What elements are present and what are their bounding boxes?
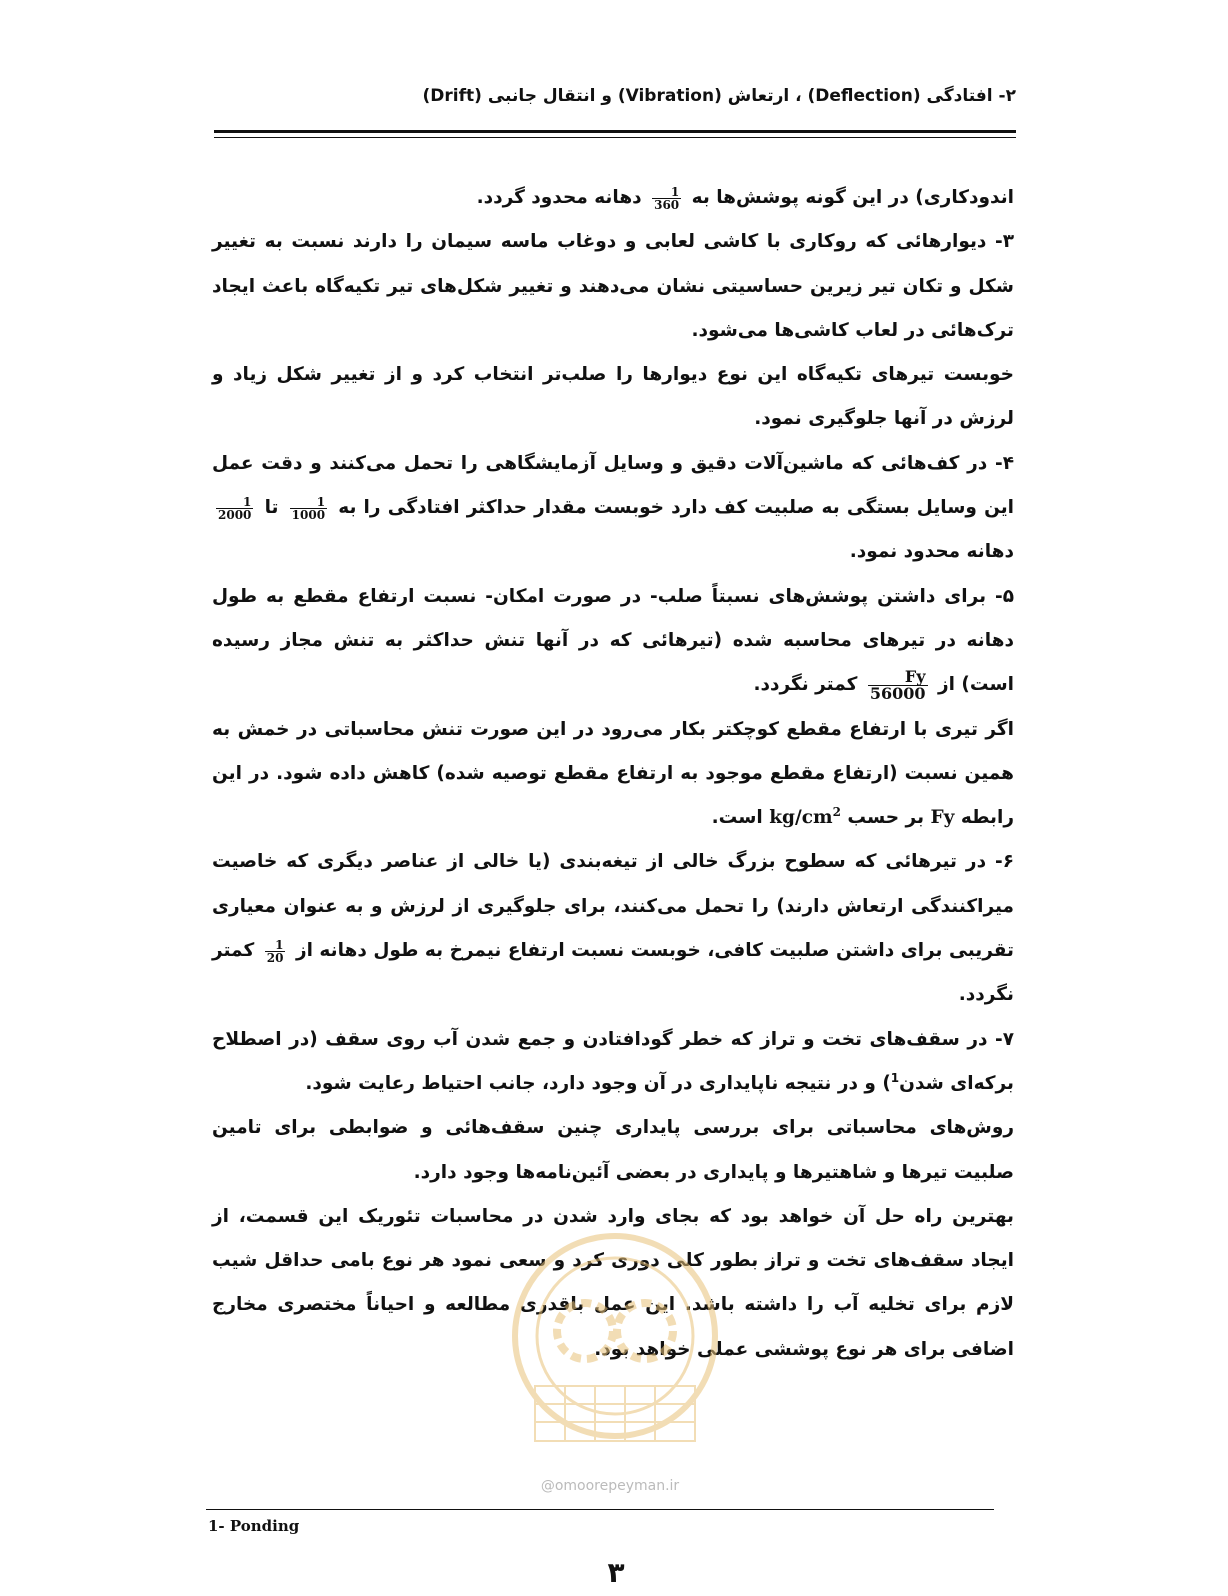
paragraph-item-5: ۵- برای داشتن پوشش‌های نسبتاً صلب- در صورت امکان- نسبت ارتفاع مقطع به طول دهانه در تیرهای محاسبه شده (تیرهائی که در آنها تنش حداکثر به تنش مجاز رسیده است) از $\frac{Fy}{56000}$ کمتر نگردد.	[212, 585, 1014, 703]
paragraph-10: بهترین راه حل آن خواهد بود که بجای وارد شدن در محاسبات تئوریک این قسمت، از ایجاد سقف‌های تخت و تراز بطور کلی دوری کرد و سعی نمود هر نوع بامی حداقل شیب لازم برای تخلیه آب را داشته باشد. این عمل باقدری مطالعه و احیاناً مختصری مخارج اضافی برای هر نوع پوششی عملی خواهد بود.	[212, 1205, 1014, 1360]
header-rule-thin	[214, 137, 1016, 138]
paragraph-item-4: ۴- در کف‌هائی که ماشین‌آلات دقیق و وسایل آزمایشگاهی را تحمل می‌کنند و دقت عمل این وسایل بستگی به صلبیت کف دارد خوبست مقدار حداکثر افتادگی را به $\frac{1}{1000}$ تا $\frac{1}{2000}$ دهانه محدود نمود.	[212, 452, 1014, 563]
running-header: ۲- افتادگی (Deflection) ، ارتعاش (Vibration) و انتقال جانبی (Drift)	[422, 86, 1016, 106]
paragraph-item-6: ۶- در تیرهائی که سطوح بزرگ خالی از تیغه‌بندی (یا خالی از عناصر دیگری که خاصیت میراکنندگی ارتعاش دارند) را تحمل می‌کنند، برای جلوگیری از لرزش و به عنوان معیاری تقریبی برای داشتن صلبیت کافی، خوبست نسبت ارتفاع نیمرخ به طول دهانه از $\frac{1}{20}$ کمتر نگردد.	[212, 851, 1014, 1006]
paragraph-3: خوبست تیرهای تکیه‌گاه این نوع دیوارها را صلب‌تر انتخاب کرد و از تغییر شکل زیاد و لرزش در آنها جلوگیری نمود.	[212, 364, 1014, 430]
fraction-fy-56000: $\frac{Fy}{56000}$	[869, 666, 926, 703]
page-number: ۳	[607, 1556, 625, 1589]
unit-kg-cm2: $kg/cm^2$	[769, 805, 841, 829]
paragraph-9: روش‌های محاسباتی برای بررسی پایداری چنین سقف‌هائی و ضوابطی برای تامین صلبیت تیرها و شاهتیرها و پایداری در بعضی آئین‌نامه‌ها وجود دارد.	[212, 1117, 1014, 1183]
fraction-1-2000: $\frac{1}{2000}$	[218, 494, 252, 522]
fraction-1-20: $\frac{1}{20}$	[266, 937, 284, 965]
footnote-marker: 1	[890, 1070, 900, 1085]
paragraph-1: اندودکاری) در این گونه پوشش‌ها به $\frac{1}{360}$ دهانه محدود گردد.	[476, 184, 1014, 212]
footnote-rule	[206, 1509, 994, 1510]
watermark-url: @omoorepeyman.ir	[540, 1478, 680, 1494]
paragraph-item-3: ۳- دیوارهائی که روکاری با کاشی لعابی و دوغاب ماسه سیمان را دارند نسبت به تغییر شکل و تکان تیر زیرین حساسیتی نشان می‌دهند و تغییر شکل‌های تیر تکیه‌گاه باعث ایجاد ترک‌هائی در لعاب کاشی‌ها می‌شود.	[212, 231, 1014, 341]
footnote: 1- Ponding	[208, 1517, 300, 1535]
fraction-1-360: $\frac{1}{360}$	[654, 184, 680, 212]
fraction-1-1000: $\frac{1}{1000}$	[291, 494, 326, 522]
paragraph-6: اگر تیری با ارتفاع مقطع کوچکتر بکار می‌رود در این صورت تنش محاسباتی در خمش به همین نسبت (ارتفاع مقطع موجود به ارتفاع مقطع توصیه شده) کاهش داده شود. در این رابطه Fy بر حسب $kg/cm^2$ است.	[212, 718, 1014, 829]
body-text	[212, 176, 1014, 1372]
header-rule-thick	[214, 130, 1016, 133]
paragraph-item-7: ۷- در سقف‌های تخت و تراز که خطر گودافتادن و جمع شدن آب روی سقف (در اصطلاح برکه‌ای شدن$^1$) و در نتیجه ناپایداری در آن وجود دارد، جانب احتیاط رعایت شود.	[212, 1028, 1014, 1094]
fy-symbol: Fy	[930, 807, 955, 829]
